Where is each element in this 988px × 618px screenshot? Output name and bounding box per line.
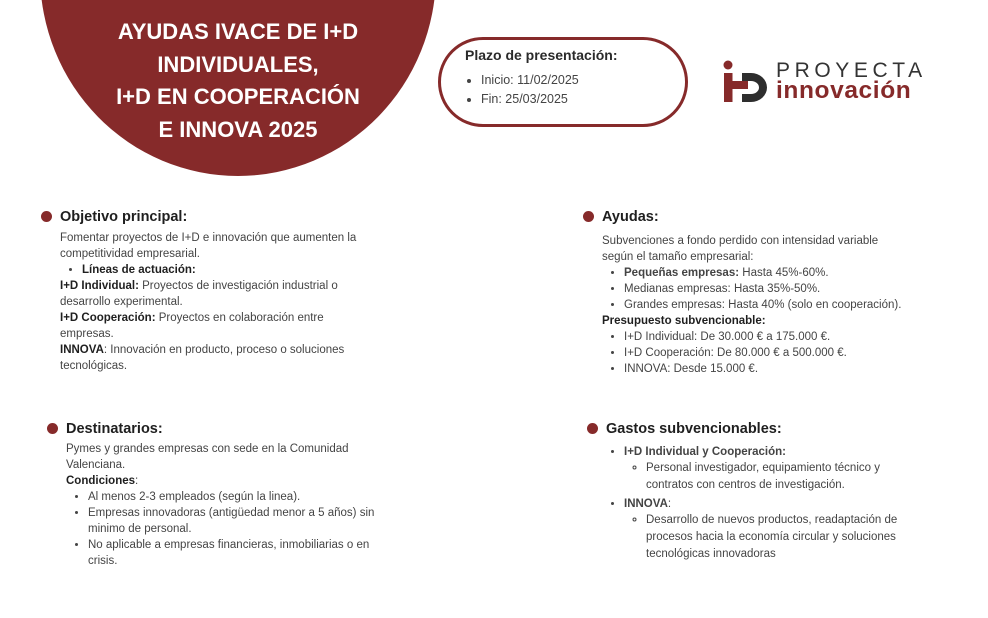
list-item: • INNOVA: Desde 15.000 €. xyxy=(624,361,912,377)
lineas-list xyxy=(60,262,380,278)
gastos-heading: Gastos subvencionables: xyxy=(606,420,916,438)
linea-id-cooperacion: I+D Cooperación: Proyectos en colaboración entre empresas. xyxy=(60,312,324,340)
logo-mark-icon xyxy=(722,60,772,106)
ayudas-heading: Ayudas: xyxy=(602,208,912,226)
list-item: • Empresas innovadoras (antigüedad menor a 5 años) sin minimo de personal. xyxy=(88,505,380,537)
logo-text-proyecta: PROYECTA xyxy=(776,59,927,82)
destinatarios-intro: Pymes y grandes empresas con sede en la Comunidad Valenciana. xyxy=(66,443,349,471)
deadline-start: • Inicio: 11/02/2025 xyxy=(481,71,685,90)
gastos-sublist xyxy=(624,512,916,563)
list-item: • Grandes empresas: Hasta 40% (solo en cooperación). xyxy=(624,297,912,313)
title-line: I+D EN COOPERACIÓN xyxy=(116,84,360,109)
gastos-group: • I+D Individual y Cooperación: ◦ Personal investigador, equipamiento técnico y contratos con centros de investigación. xyxy=(624,444,916,494)
list-item: • Al menos 2-3 empleados (según la linea). xyxy=(88,489,380,505)
page-title xyxy=(96,16,380,146)
list-item: • Medianas empresas: Hasta 35%-50%. xyxy=(624,281,912,297)
linea-innova: INNOVA: Innovación en producto, proceso o soluciones tecnológicas. xyxy=(60,344,345,372)
deadline-end: • Fin: 25/03/2025 xyxy=(481,90,685,109)
section-objetivo xyxy=(60,208,380,374)
condiciones-list xyxy=(66,489,380,569)
bullet-dot-icon xyxy=(583,211,594,222)
section-ayudas xyxy=(602,208,912,377)
objetivo-intro: Fomentar proyectos de I+D e innovación que aumenten la competitividad empresarial. xyxy=(60,232,357,260)
list-item: • No aplicable a empresas financieras, inmobiliarias o en crisis. xyxy=(88,537,380,569)
list-item: • Pequeñas empresas: Hasta 45%-60%. xyxy=(624,265,912,281)
title-line: INDIVIDUALES, xyxy=(157,51,319,77)
section-destinatarios xyxy=(66,420,380,569)
lineas-label: • Líneas de actuación: xyxy=(82,262,380,278)
objetivo-heading: Objetivo principal: xyxy=(60,208,380,226)
gastos-group: • INNOVA: ◦ Desarrollo de nuevos productos, readaptación de procesos hacia la economía circular y soluciones tecnológicas innovadoras xyxy=(624,496,916,563)
list-item: ◦ Desarrollo de nuevos productos, readaptación de procesos hacia la economía circular y soluciones tecnológicas innovadoras xyxy=(646,512,916,563)
linea-id-individual: I+D Individual: Proyectos de investigación industrial o desarrollo experimental. xyxy=(60,280,338,308)
presupuesto-list xyxy=(602,329,912,377)
bullet-dot-icon xyxy=(47,423,58,434)
gastos-list xyxy=(606,444,916,563)
section-gastos xyxy=(606,420,916,563)
deadline-box xyxy=(438,37,688,127)
title-line: AYUDAS IVACE DE I+D xyxy=(117,19,359,44)
bullet-dot-icon xyxy=(587,423,598,434)
ayudas-intro: Subvenciones a fondo perdido con intensidad variable según el tamaño empresarial: xyxy=(602,235,879,263)
destinatarios-heading: Destinatarios: xyxy=(66,420,380,438)
bullet-dot-icon xyxy=(41,211,52,222)
gastos-sublist xyxy=(624,460,916,494)
logo-text-innovacion: innovación xyxy=(776,77,912,104)
deadline-title: Plazo de presentación: xyxy=(465,47,618,63)
deadline-list xyxy=(465,71,685,109)
list-item: • I+D Individual: De 30.000 € a 175.000 €. xyxy=(624,329,912,345)
list-item: ◦ Personal investigador, equipamiento técnico y contratos con centros de investigación. xyxy=(646,460,916,494)
list-item: • I+D Cooperación: De 80.000 € a 500.000 €. xyxy=(624,345,912,361)
condiciones-label: Condiciones: xyxy=(66,475,139,487)
ayudas-sizes-list xyxy=(602,265,912,313)
logo xyxy=(722,60,942,110)
presupuesto-label: Presupuesto subvencionable: xyxy=(602,315,766,327)
title-line: E INNOVA 2025 xyxy=(158,116,318,142)
